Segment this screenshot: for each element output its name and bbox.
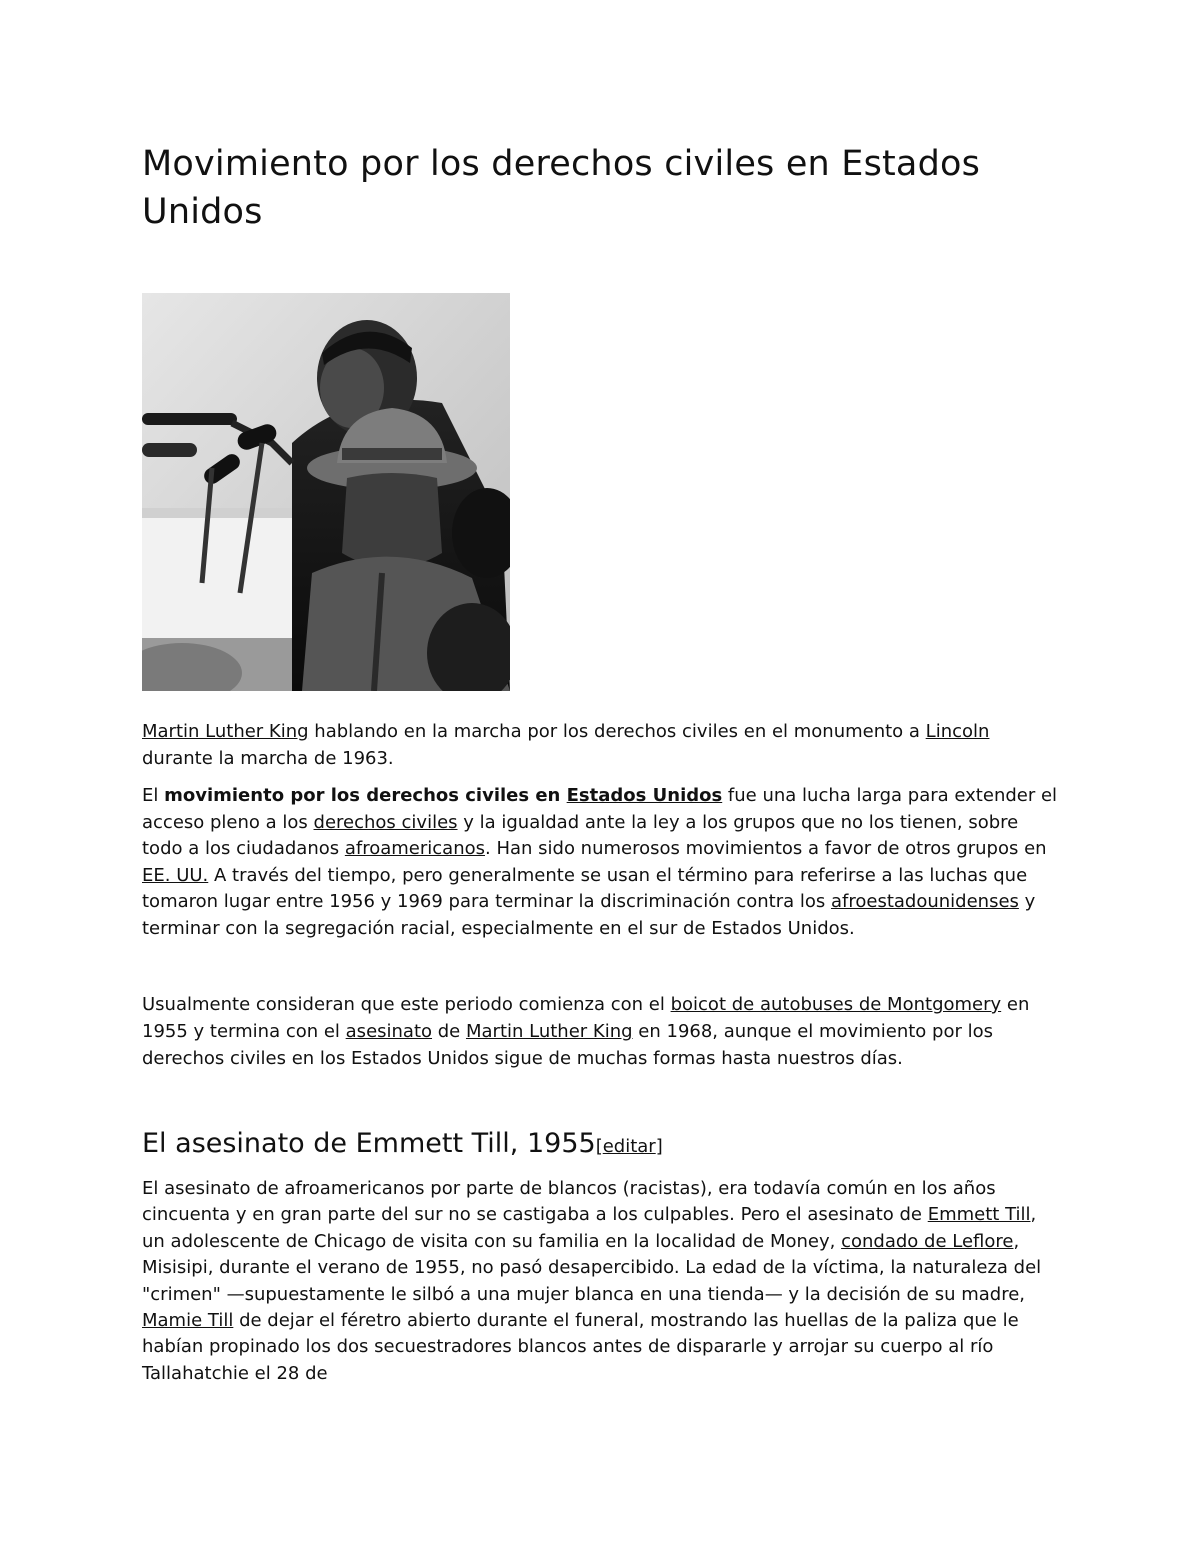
link-emmett-till[interactable]: Emmett Till [927,1204,1031,1226]
intro-bold-term: movimiento por los derechos civiles en [164,785,567,806]
link-afroestadounidenses[interactable]: afroestadounidenses [830,891,1019,912]
link-martin-luther-king-caption[interactable]: Martin Luther King [142,721,309,742]
link-lincoln[interactable]: Lincoln [925,721,990,742]
link-afroamericanos[interactable]: afroamericanos [344,838,485,859]
period-text-1: Usualmente consideran que este periodo comienza con el [142,994,671,1015]
emmett-text-1: El asesinato de afroamericanos por parte de blancos (racistas), era todavía común en los años cincuenta y en gran parte del sur no se castigaba a los culpables. Pero el asesinato de [142,1178,996,1226]
mlk-photo [142,293,510,691]
period-paragraph [142,991,1062,1072]
link-derechos-civiles[interactable]: derechos civiles [313,811,458,833]
edit-link[interactable]: editar [602,1136,656,1157]
caption-text-2: durante la marcha de 1963. [142,748,394,769]
link-condado-de-leflore[interactable]: condado de Leflore [841,1230,1014,1252]
photo-caption [142,718,1062,772]
period-text-4: en 1968, aunque el movimiento por los derechos civiles en los Estados Unidos sigue de muchas formas hasta nuestros días. [142,1021,993,1069]
intro-text-3: y la igualdad ante la ley a los grupos que no los tienen, sobre todo a los ciudadanos [142,811,1019,859]
page-title: Movimiento por los derechos civiles en Estados Unidos [142,144,981,232]
link-asesinato[interactable]: asesinato [345,1021,433,1042]
intro-text-1: El [142,785,165,806]
emmett-till-paragraph [142,1176,1062,1387]
section-heading-text: El asesinato de Emmett Till, 1955 [142,1128,596,1159]
edit-bracket-open: [ [595,1136,603,1157]
document-page [142,140,1062,1384]
intro-text-6: y terminar con la segregación racial, especialmente en el sur de Estados Unidos. [142,891,1036,939]
period-text-3: de [432,1021,466,1042]
intro-text-2: fue una lucha larga para extender el acceso pleno a los [142,785,1058,833]
caption-text-1: hablando en la marcha por los derechos civiles en el monumento a [308,721,926,742]
link-martin-luther-king[interactable]: Martin Luther King [465,1021,633,1042]
edit-bracket-close: ] [655,1136,663,1157]
intro-text-5: A través del tiempo, pero generalmente se usan el término para referirse a las luchas que tomaron lugar entre 1956 y 1969 para terminar la discriminación contra los [142,864,1028,912]
emmett-text-3: , Misisipi, durante el verano de 1955, no pasó desapercibido. La edad de la víctima, la naturaleza del "crimen" —supuestamente le silbó a una mujer blanca en una tienda— y la decisión de su madre, [142,1230,1042,1305]
intro-paragraph [142,783,1062,942]
section-heading-emmett-till [142,1124,1062,1167]
emmett-text-2: , un adolescente de Chicago de visita con su familia en la localidad de Money, [142,1204,1037,1252]
link-estados-unidos[interactable]: Estados Unidos [566,785,723,806]
link-mamie-till[interactable]: Mamie Till [142,1310,234,1332]
period-text-2: en 1955 y termina con el [142,994,1030,1042]
intro-text-4: . Han sido numerosos movimientos a favor de otros grupos en [485,838,1047,859]
emmett-text-4: de dejar el féretro abierto durante el funeral, mostrando las huellas de la paliza que le habían propinado los dos secuestradores blancos antes de dispararle y arrojar su cuerpo al río Tallahatchie el 28 de [142,1310,1019,1384]
link-boicot-autobuses[interactable]: boicot de autobuses de Montgomery [670,994,1002,1015]
link-ee-uu[interactable]: EE. UU. [142,864,209,886]
